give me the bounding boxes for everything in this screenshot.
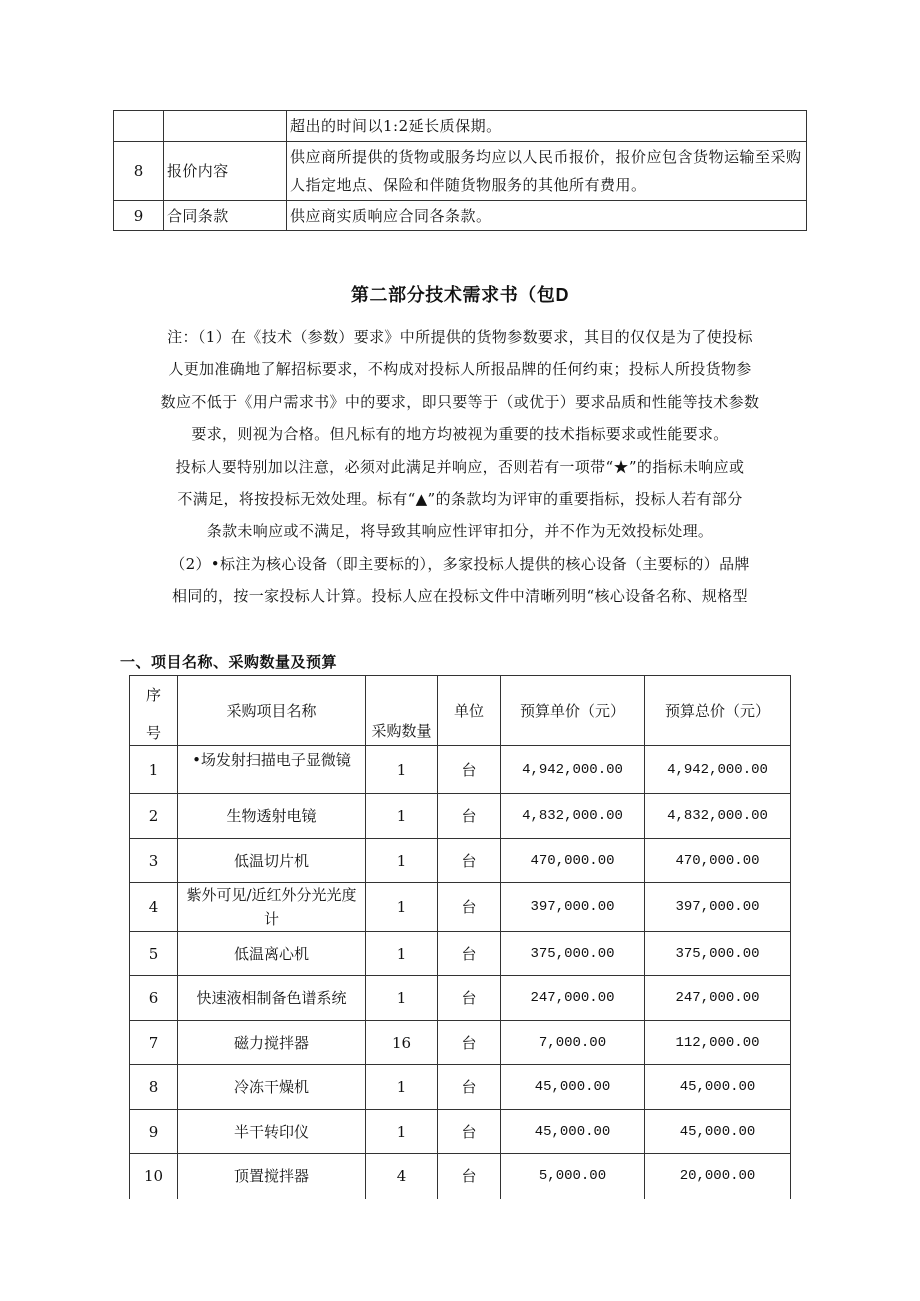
notes-line: 条款未响应或不满足，将导致其响应性评审扣分，并不作为无效投标处理。 <box>206 522 714 541</box>
unit-cell: 台 <box>438 883 501 932</box>
unit-price-cell: 4,832,000.00 <box>501 794 645 839</box>
table-row <box>130 746 791 794</box>
unit-cell: 台 <box>438 746 501 794</box>
notes-line: 要求，则视为合格。但凡标有的地方均被视为重要的技术指标要求或性能要求。 <box>191 425 729 444</box>
quantity-cell: 1 <box>366 932 438 976</box>
unit-cell: 台 <box>438 794 501 839</box>
unit-cell: 台 <box>438 976 501 1021</box>
row-number: 8 <box>114 142 164 201</box>
unit-cell: 台 <box>438 1110 501 1154</box>
notes-line: 投标人要特别加以注意，必须对此满足并响应，否则若有一项带“★”的指标未响应或 <box>175 457 745 476</box>
total-price-cell: 375,000.00 <box>645 932 791 976</box>
quantity-cell: 1 <box>366 1110 438 1154</box>
seq-cell: 10 <box>130 1154 178 1199</box>
clause-content <box>287 142 807 201</box>
row-number <box>114 111 164 142</box>
table-row <box>130 976 791 1021</box>
notes-paragraph <box>0 321 920 613</box>
table-row <box>130 932 791 976</box>
clause-content-line: 供应商所提供的货物或服务均应以人民币报价，报价应包含货物运输至采购 <box>290 148 802 166</box>
unit-price-cell: 397,000.00 <box>501 883 645 932</box>
clause-content-line: 超出的时间以1:2延长质保期。 <box>290 117 502 135</box>
header-seq-label: 序号 <box>146 686 162 742</box>
terms-table-row <box>114 142 807 201</box>
table-row <box>130 839 791 883</box>
seq-cell: 5 <box>130 932 178 976</box>
item-name-cell: 冷冻干燥机 <box>178 1065 366 1110</box>
item-name-cell: •场发射扫描电子显微镜 <box>178 746 366 794</box>
table-row <box>130 794 791 839</box>
seq-cell: 4 <box>130 883 178 932</box>
quantity-cell: 4 <box>366 1154 438 1199</box>
clause-name <box>164 111 287 142</box>
item-name-cell: 生物透射电镜 <box>178 794 366 839</box>
quantity-cell: 16 <box>366 1021 438 1065</box>
quantity-cell: 1 <box>366 839 438 883</box>
clause-content <box>287 201 807 231</box>
notes-line: （2）•标注为核心设备（即主要标的），多家投标人提供的核心设备（主要标的）品牌 <box>170 554 750 573</box>
terms-table-row <box>114 201 807 231</box>
table-row <box>130 1110 791 1154</box>
clause-content <box>287 111 807 142</box>
row-number: 9 <box>114 201 164 231</box>
unit-price-cell: 247,000.00 <box>501 976 645 1021</box>
total-price-cell: 112,000.00 <box>645 1021 791 1065</box>
notes-line: 相同的，按一家投标人计算。投标人应在投标文件中清晰列明“核心设备名称、规格型 <box>172 587 748 606</box>
seq-cell: 7 <box>130 1021 178 1065</box>
table-row <box>130 1065 791 1110</box>
unit-cell: 台 <box>438 1065 501 1110</box>
unit-price-cell: 7,000.00 <box>501 1021 645 1065</box>
item-name-cell: 低温离心机 <box>178 932 366 976</box>
total-price-cell: 45,000.00 <box>645 1110 791 1154</box>
header-seq <box>130 676 178 746</box>
total-price-cell: 470,000.00 <box>645 839 791 883</box>
seq-cell: 1 <box>130 746 178 794</box>
budget-heading: 一、项目名称、采购数量及预算 <box>120 654 338 671</box>
total-price-cell: 397,000.00 <box>645 883 791 932</box>
unit-cell: 台 <box>438 1021 501 1065</box>
seq-cell: 9 <box>130 1110 178 1154</box>
notes-line: 注：（1）在《技术（参数）要求》中所提供的货物参数要求，其目的仅仅是为了使投标 <box>167 328 753 346</box>
table-row <box>130 1154 791 1199</box>
unit-price-cell: 375,000.00 <box>501 932 645 976</box>
unit-cell: 台 <box>438 1154 501 1199</box>
quantity-cell: 1 <box>366 746 438 794</box>
table-header-row <box>130 676 791 746</box>
total-price-cell: 20,000.00 <box>645 1154 791 1199</box>
item-name-cell: 快速液相制备色谱系统 <box>178 976 366 1021</box>
header-total-price: 预算总价（元） <box>645 676 791 746</box>
seq-cell: 6 <box>130 976 178 1021</box>
clause-name: 合同条款 <box>164 201 287 231</box>
terms-table-row <box>114 111 807 142</box>
unit-price-cell: 45,000.00 <box>501 1110 645 1154</box>
item-name-cell: 顶置搅拌器 <box>178 1154 366 1199</box>
header-unit: 单位 <box>438 676 501 746</box>
item-name-cell: 磁力搅拌器 <box>178 1021 366 1065</box>
total-price-cell: 45,000.00 <box>645 1065 791 1110</box>
total-price-cell: 247,000.00 <box>645 976 791 1021</box>
total-price-cell: 4,942,000.00 <box>645 746 791 794</box>
quantity-cell: 1 <box>366 1065 438 1110</box>
header-quantity: 采购数量 <box>366 676 438 746</box>
quantity-cell: 1 <box>366 976 438 1021</box>
seq-cell: 3 <box>130 839 178 883</box>
unit-price-cell: 470,000.00 <box>501 839 645 883</box>
terms-table <box>113 110 807 231</box>
section-title: 第二部分技术需求书（包D <box>350 285 570 305</box>
total-price-cell: 4,832,000.00 <box>645 794 791 839</box>
item-name-cell: 紫外可见/近红外分光光度计 <box>178 883 366 932</box>
item-name-cell: 低温切片机 <box>178 839 366 883</box>
unit-price-cell: 45,000.00 <box>501 1065 645 1110</box>
notes-line: 人更加准确地了解招标要求，不构成对投标人所报品牌的任何约束；投标人所投货物参 <box>168 360 752 379</box>
unit-cell: 台 <box>438 839 501 883</box>
notes-line: 数应不低于《用户需求书》中的要求，即只要等于（或优于）要求品质和性能等技术参数 <box>160 392 760 411</box>
quantity-cell: 1 <box>366 794 438 839</box>
item-name-cell: 半干转印仪 <box>178 1110 366 1154</box>
unit-cell: 台 <box>438 932 501 976</box>
quantity-cell: 1 <box>366 883 438 932</box>
table-row <box>130 1021 791 1065</box>
header-item-name: 采购项目名称 <box>178 676 366 746</box>
clause-content-line: 人指定地点、保险和伴随货物服务的其他所有费用。 <box>290 176 647 194</box>
notes-line: 不满足，将按投标无效处理。标有“▲”的条款均为评审的重要指标，投标人若有部分 <box>177 489 743 508</box>
budget-table <box>129 675 791 1199</box>
header-unit-price: 预算单价（元） <box>501 676 645 746</box>
seq-cell: 8 <box>130 1065 178 1110</box>
seq-cell: 2 <box>130 794 178 839</box>
table-row <box>130 883 791 932</box>
unit-price-cell: 5,000.00 <box>501 1154 645 1199</box>
clause-name: 报价内容 <box>164 142 287 201</box>
unit-price-cell: 4,942,000.00 <box>501 746 645 794</box>
clause-content-line: 供应商实质响应合同各条款。 <box>290 206 492 225</box>
